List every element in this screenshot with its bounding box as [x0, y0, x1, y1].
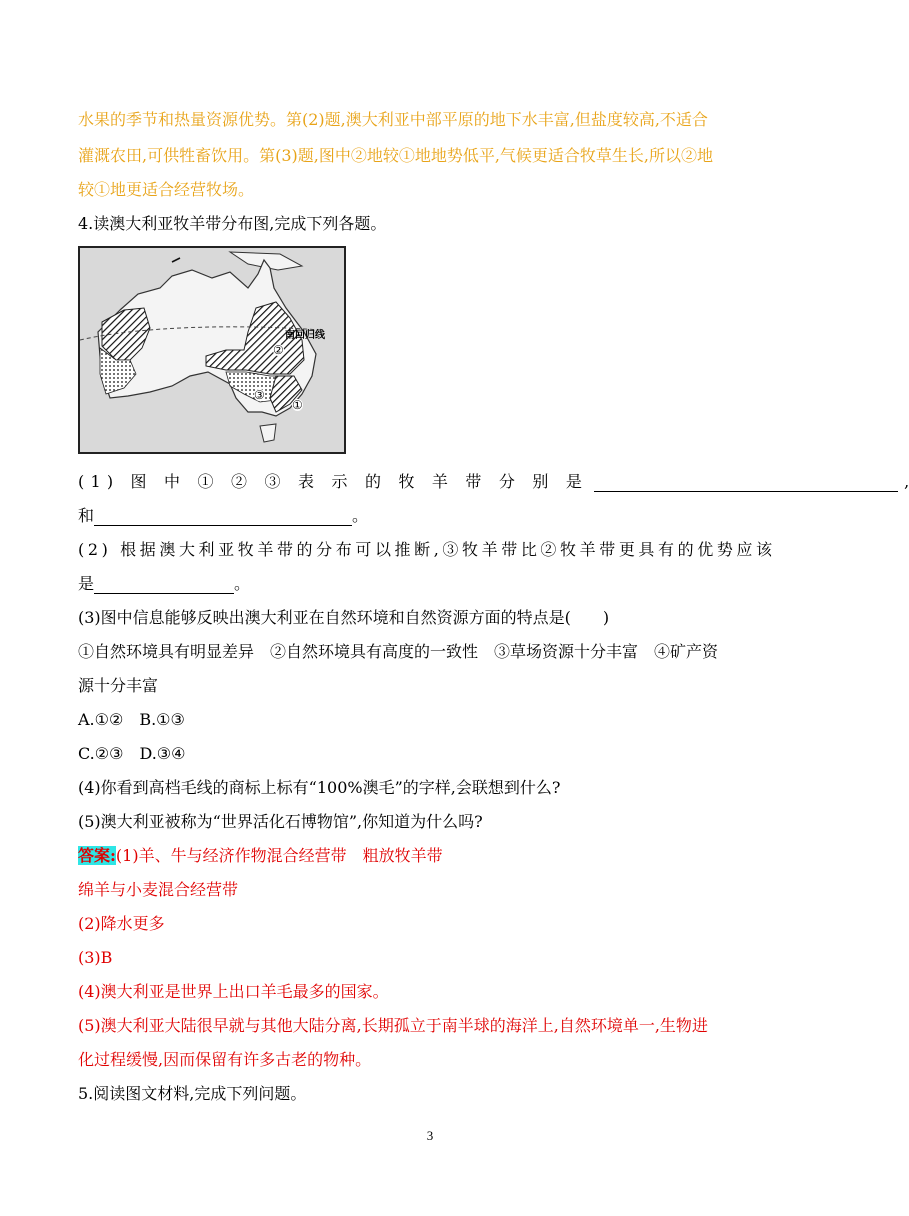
answer-5-line-2: 化过程缓慢,因而保留有许多古老的物种。	[78, 1050, 372, 1069]
page-number: 3	[426, 1128, 434, 1143]
answer-1-part1: (1)羊、牛与经济作物混合经营带 粗放牧羊带	[115, 846, 443, 865]
q3-stem: (3)图中信息能够反映出澳大利亚在自然环境和自然资源方面的特点是( )	[78, 608, 610, 627]
q3-choices-line-2: C.②③ D.③④	[78, 744, 186, 763]
answer-4: (4)澳大利亚是世界上出口羊毛最多的国家。	[78, 982, 389, 1001]
answer-2: (2)降水更多	[78, 914, 165, 933]
q1-text-part2: 和	[78, 506, 95, 525]
answer-line-1	[78, 846, 443, 866]
q2-text-part2: 是	[78, 574, 95, 593]
q1-comma: ,	[904, 472, 909, 491]
belt-marker-1: ①	[292, 398, 303, 412]
explanation-line-1: 水果的季节和热量资源优势。第(2)题,澳大利亚中部平原的地下水丰富,但盐度较高,不适合	[78, 110, 708, 129]
q1-answer-blank-2[interactable]	[94, 509, 352, 526]
explanation-line-2: 灌溉农田,可供牲畜饮用。第(3)题,图中②地较①地地势低平,气候更适合牧草生长,所以②地	[78, 146, 714, 165]
q2-end: 。	[234, 574, 251, 593]
question-4-stem: 4.读澳大利亚牧羊带分布图,完成下列各题。	[78, 214, 387, 233]
q2-line-1: (2) 根据澳大利亚牧羊带的分布可以推断,③牧羊带比②牧羊带更具有的优势应该	[78, 540, 776, 559]
explanation-line-3: 较①地更适合经营牧场。	[78, 180, 255, 199]
australia-sheep-belt-map	[78, 246, 346, 454]
q5-text: (5)澳大利亚被称为“世界活化石博物馆”,你知道为什么吗?	[78, 812, 483, 831]
q2-line-2	[78, 574, 250, 594]
q3-options-line-1: ①自然环境具有明显差异 ②自然环境具有高度的一致性 ③草场资源十分丰富 ④矿产资	[78, 642, 719, 661]
answer-3: (3)B	[78, 948, 113, 967]
answer-tag: 答案:	[78, 846, 116, 865]
q1-answer-blank-1[interactable]	[594, 475, 898, 492]
answer-5-line-1: (5)澳大利亚大陆很早就与其他大陆分离,长期孤立于南半球的海洋上,自然环境单一,生物进	[78, 1016, 708, 1035]
q1-end: 。	[352, 506, 369, 525]
map-drawing	[80, 248, 344, 452]
question-5-stem: 5.阅读图文材料,完成下列问题。	[78, 1084, 307, 1103]
belt-marker-2: ②	[273, 343, 284, 357]
q4-text: (4)你看到高档毛线的商标上标有“100%澳毛”的字样,会联想到什么?	[78, 778, 561, 797]
belt-marker-3: ③	[254, 388, 265, 402]
answer-1-part2: 绵羊与小麦混合经营带	[78, 880, 239, 899]
q3-choices-line-1: A.①② B.①③	[78, 710, 185, 729]
tropic-label: 南回归线	[285, 330, 325, 341]
q1-line-1	[78, 472, 909, 492]
q1-text-part1: (1) 图 中 ① ② ③ 表 示 的 牧 羊 带 分 别 是	[78, 472, 589, 491]
q2-answer-blank[interactable]	[94, 577, 234, 594]
q1-line-2	[78, 506, 368, 526]
q3-options-line-2: 源十分丰富	[78, 676, 159, 695]
